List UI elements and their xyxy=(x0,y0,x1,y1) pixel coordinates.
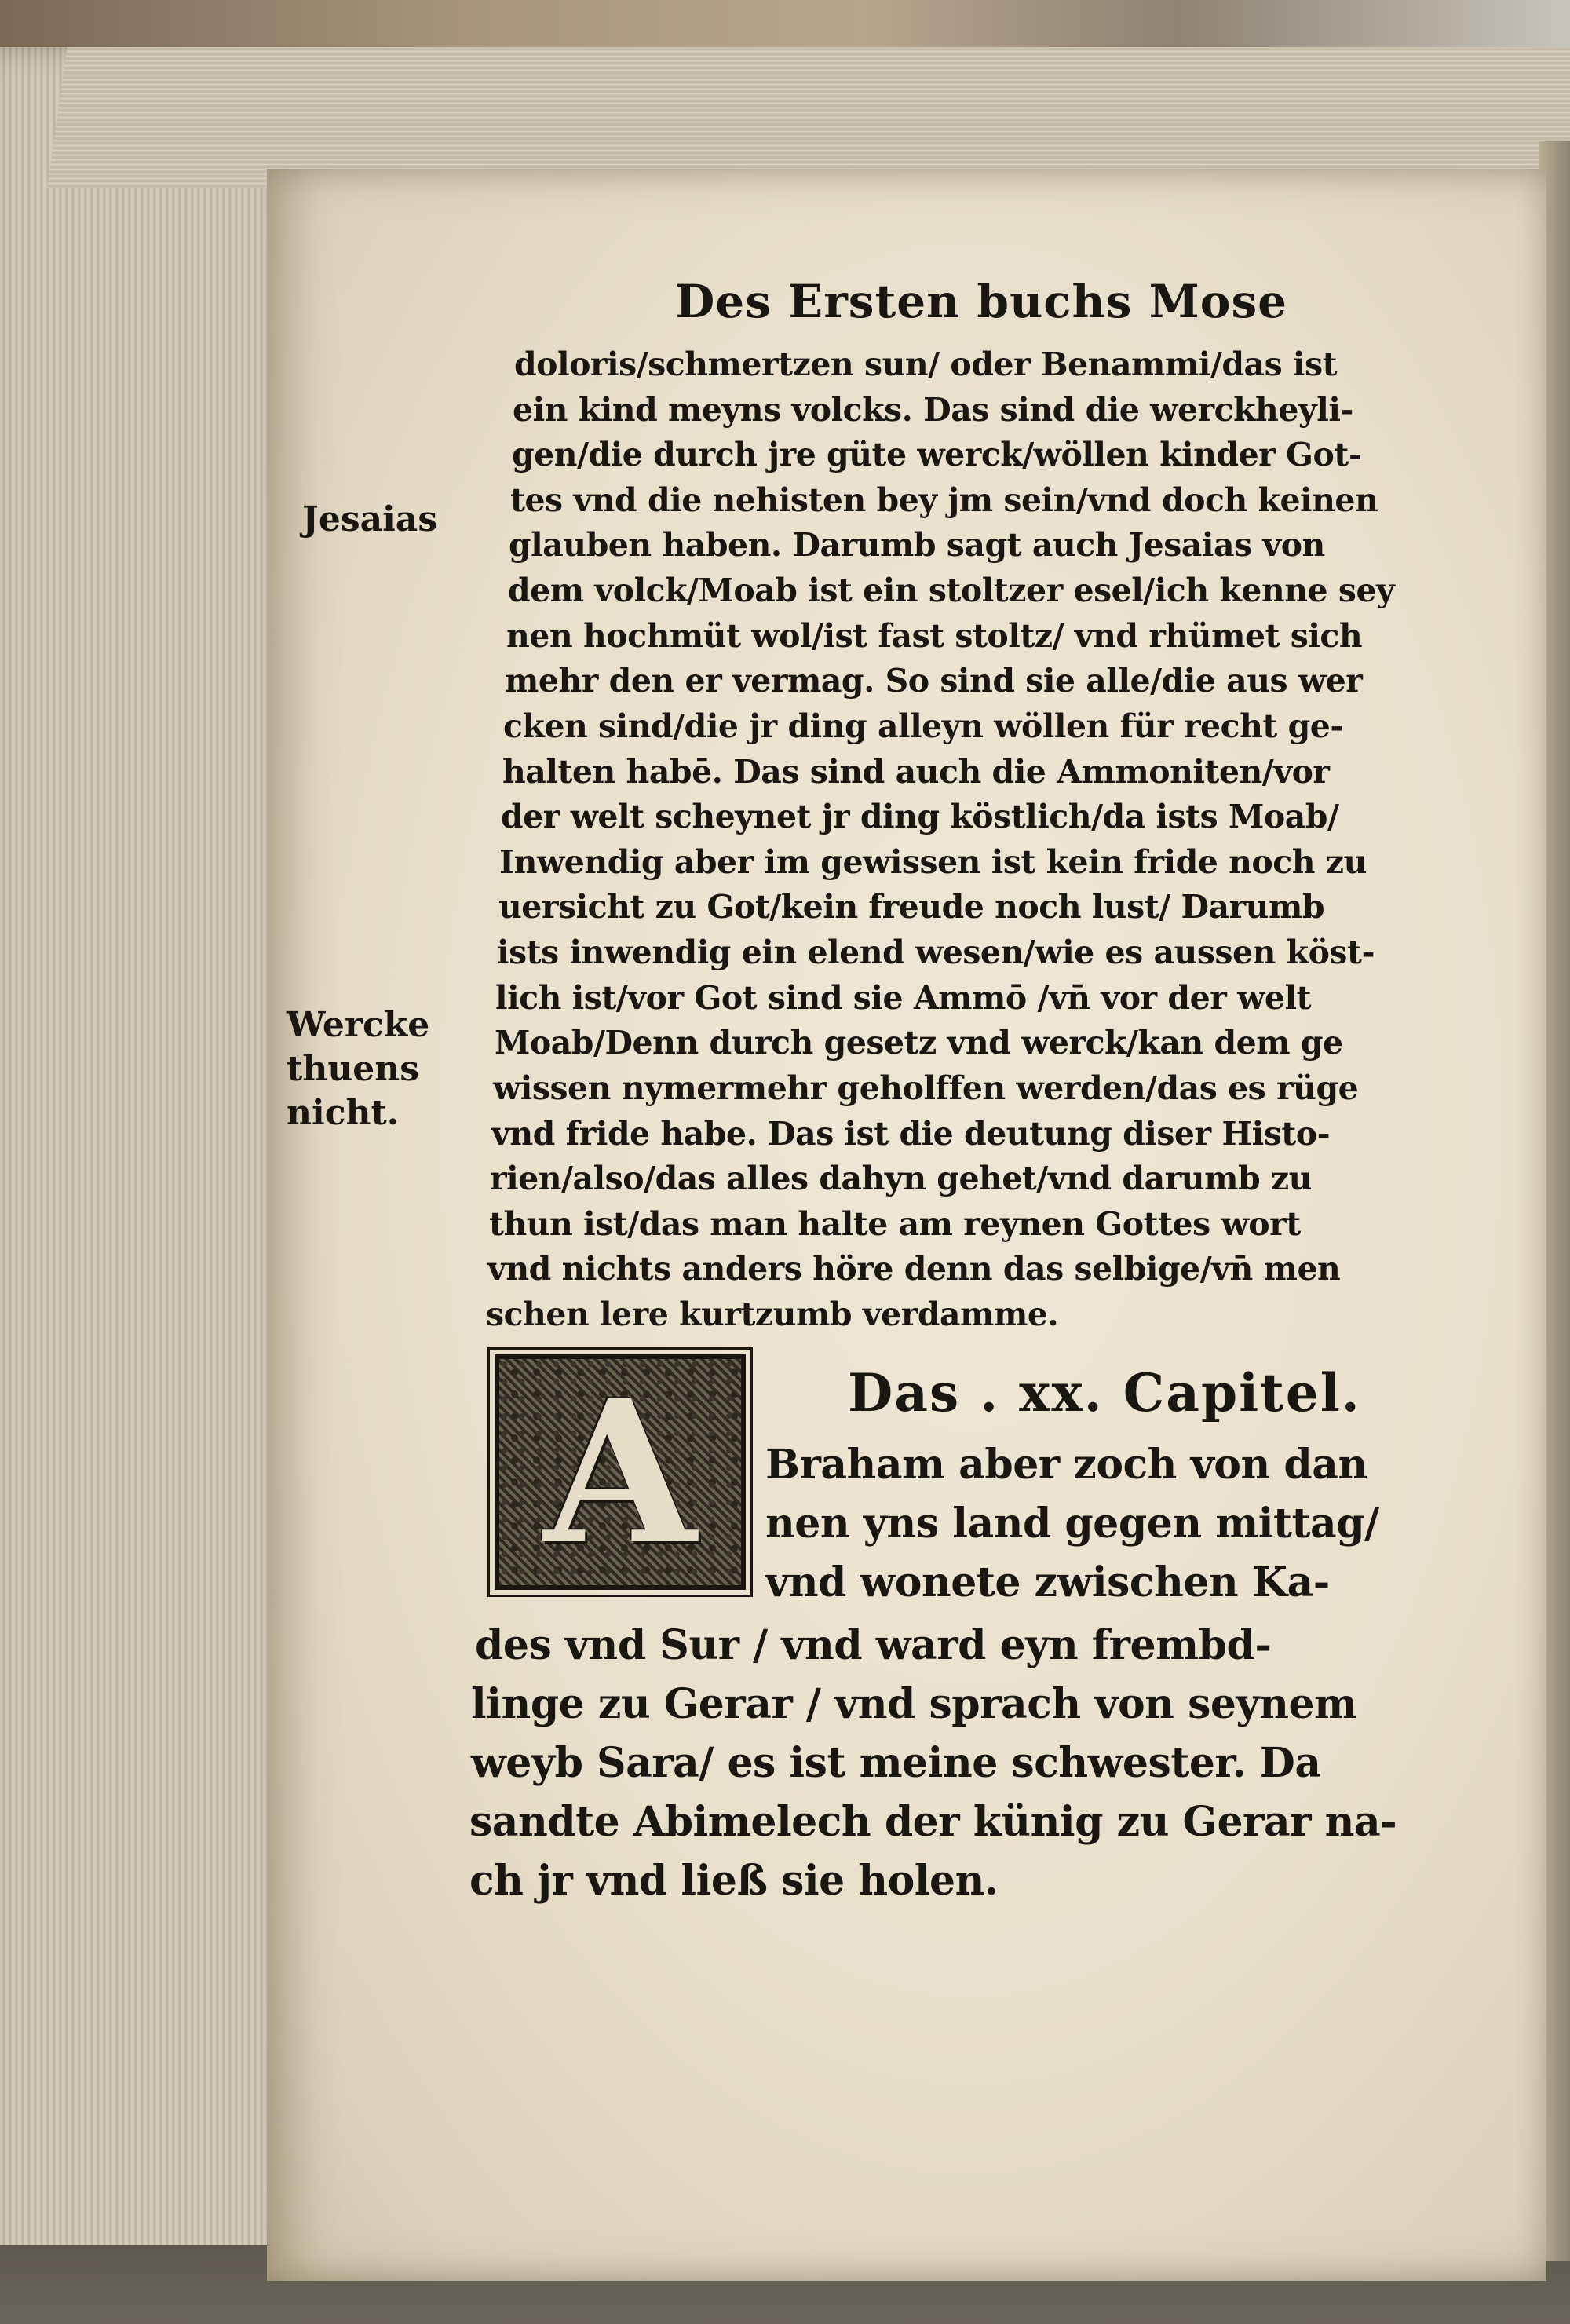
body-line: ists inwendig ein elend wesen/wie es aussen köst- xyxy=(497,934,1375,971)
body-line: lich ist/vor Got sind sie Ammō /vn̄ vor der welt xyxy=(495,979,1311,1017)
body-line: halten habē. Das sind auch die Ammoniten/vor xyxy=(502,753,1330,791)
body-line: ein kind meyns volcks. Das sind die werckheyli- xyxy=(513,391,1353,429)
chapter-line: des vnd Sur / vnd ward eyn frembd- xyxy=(475,1621,1272,1669)
body-line: mehr den er vermag. So sind sie alle/die aus wer xyxy=(505,662,1363,700)
body-line: wissen nymermehr geholffen werden/das es rüge xyxy=(493,1069,1359,1107)
body-line: gen/die durch jre güte werck/wöllen kinder Got- xyxy=(512,436,1362,473)
chapter-line: ch jr vnd ließ sie holen. xyxy=(469,1857,999,1905)
body-line: cken sind/die jr ding alleyn wöllen für recht ge- xyxy=(503,707,1343,745)
running-head: Des Ersten buchs Mose xyxy=(675,275,1288,328)
body-line: nen hochmüt wol/ist fast stoltz/ vnd rhümet sich xyxy=(506,617,1363,655)
body-line: der welt scheynet jr ding köstlich/da ists Moab/ xyxy=(501,798,1339,835)
body-line: schen lere kurtzumb verdamme. xyxy=(486,1295,1059,1333)
body-line: doloris/schmertzen sun/ oder Benammi/das ist xyxy=(514,345,1338,383)
decorated-initial xyxy=(495,1354,746,1590)
body-line: tes vnd die nehisten bey jm sein/vnd doch keinen xyxy=(510,481,1378,519)
chapter-line: Braham aber zoch von dan xyxy=(765,1441,1367,1489)
page-edges-top xyxy=(47,47,1570,188)
body-line: Moab/Denn durch gesetz vnd werck/kan dem ge xyxy=(495,1024,1343,1062)
chapter-line: vnd wonete zwischen Ka- xyxy=(765,1558,1330,1606)
body-line: Inwendig aber im gewissen ist kein fride noch zu xyxy=(499,843,1367,881)
chapter-line: sandte Abimelech der künig zu Gerar na- xyxy=(469,1798,1397,1846)
chapter-line: nen yns land gegen mittag/ xyxy=(765,1500,1379,1548)
body-line: thun ist/das man halte am reynen Gottes wort xyxy=(489,1205,1301,1243)
margin-note: thuens xyxy=(287,1049,420,1089)
margin-note: Jesaias xyxy=(302,499,438,539)
initial-letter: A xyxy=(544,1357,696,1588)
margin-note: Wercke xyxy=(287,1005,430,1045)
body-line: dem volck/Moab ist ein stoltzer esel/ich kenne sey xyxy=(508,572,1395,609)
body-line: uersicht zu Got/kein freude noch lust/ Darumb xyxy=(498,888,1325,926)
chapter-title: Das . xx. Capitel. xyxy=(848,1362,1361,1423)
chapter-line: weyb Sara/ es ist meine schwester. Da xyxy=(471,1739,1321,1787)
margin-note: nicht. xyxy=(287,1093,400,1133)
body-line: vnd fride habe. Das ist die deutung diser Histo- xyxy=(491,1115,1331,1153)
body-line: glauben haben. Darumb sagt auch Jesaias von xyxy=(509,526,1325,564)
page-edges-left xyxy=(0,47,298,2324)
chapter-line: linge zu Gerar / vnd sprach von seynem xyxy=(471,1680,1357,1728)
body-line: rien/also/das alles dahyn gehet/vnd darumb zu xyxy=(490,1160,1312,1197)
body-line: vnd nichts anders höre denn das selbige/vn̄ men xyxy=(487,1250,1341,1288)
